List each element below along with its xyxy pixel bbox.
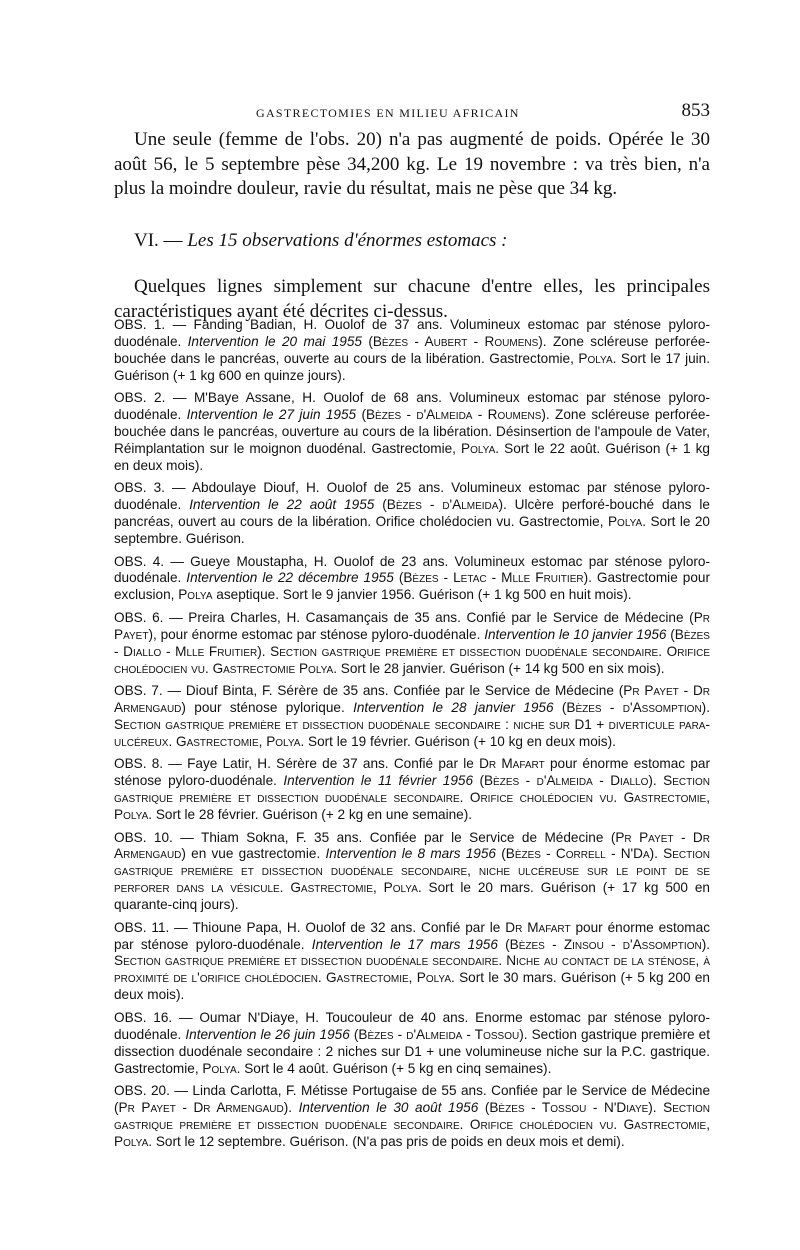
running-header (114, 100, 710, 124)
section-number: VI. — (134, 230, 183, 251)
observation-item: OBS. 20. — Linda Carlotta, F. Métisse Portugaise de 55 ans. Confiée par le Service de Médecine (Pr Payet - Dr Armengaud). Intervention le 30 août 1956 (Bèzes - Tossou - N'Diaye). Section gastrique première et dissection duodénale secondaire. Orifice cholédocien vu. Gastrectomie, Polya. Sort le 12 septembre. Guérison. (N'a pas pris de poids en deux mois et demi). (114, 1083, 710, 1149)
intro-paragraph-block (114, 128, 710, 202)
observations-list (114, 317, 710, 1156)
observation-item: OBS. 4. — Gueye Moustapha, H. Ouolof de 23 ans. Volumineux estomac par sténose pyloro-duodénale. Intervention le 22 décembre 1955 (Bèzes - Letac - Mlle Fruitier). Gastrectomie pour exclusion, Polya aseptique. Sort le 9 janvier 1956. Guérison (+ 1 kg 500 en huit mois). (114, 553, 710, 603)
observation-item: OBS. 2. — M'Baye Assane, H. Ouolof de 68 ans. Volumineux estomac par sténose pyloro-duodénale. Intervention le 27 juin 1955 (Bèzes - d'Almeida - Roumens). Zone scléreuse perforée-bouchée dans le pancréas, ouverture au cours de la libération. Désinsertion de l'ampoule de Vater, Réimplantation sur le moignon duodénal. Gastrectomie, Polya. Sort le 22 août. Guérison (+ 1 kg en deux mois). (114, 390, 711, 473)
section-heading (134, 229, 507, 253)
running-title: GASTRECTOMIES EN MILIEU AFRICAIN (256, 106, 520, 120)
observation-item: OBS. 10. — Thiam Sokna, F. 35 ans. Confiée par le Service de Médecine (Pr Payet - Dr Armengaud) en vue gastrectomie. Intervention le 8 mars 1956 (Bèzes - Correll - N'Da). Section gastrique première et dissection duodénale secondaire, niche ulcéreuse sur le point de se perforer dans la vésicule. Gastrectomie, Polya. Sort le 20 mars. Guérison (+ 17 kg 500 en quarante-cinq jours). (114, 829, 710, 913)
observation-item: OBS. 3. — Abdoulaye Diouf, H. Ouolof de 25 ans. Volumineux estomac par sténose pyloro-duodénale. Intervention le 22 août 1955 (Bèzes - d'Almeida). Ulcère perforé-bouché dans le pancréas, ouvert au cours de la libération. Orifice cholédocien vu. Gastrectomie, Polya. Sort le 20 septembre. Guérison. (114, 480, 710, 547)
observation-item: OBS. 16. — Oumar N'Diaye, H. Toucouleur de 40 ans. Enorme estomac par sténose pyloro-duodénale. Intervention le 26 juin 1956 (Bèzes - d'Almeida - Tossou). Section gastrique première et dissection duodénale secondaire : 2 niches sur D1 + une volumineuse niche sur la P.C. gastrique. Gastrectomie, Polya. Sort le 4 août. Guérison (+ 5 kg en cinq semaines). (114, 1009, 711, 1076)
section-lead: Quelques lignes simplement sur chacune d'entre elles, les principales caractéristiques ayant été décrites ci-dessus. (114, 276, 710, 322)
observation-item: OBS. 1. — Fanding Badian, H. Ouolof de 37 ans. Volumineux estomac par sténose pyloro-duodénale. Intervention le 20 mai 1955 (Bèzes - Aubert - Roumens). Zone scléreuse perforée-bouchée dans le pancréas, ouverte au cours de la libération. Gastrectomie, Polya. Sort le 17 juin. Guérison (+ 1 kg 600 en quinze jours). (114, 317, 711, 383)
section-title: Les 15 observations d'énormes estomacs : (187, 230, 508, 251)
page-number: 853 (681, 100, 710, 121)
observation-item: OBS. 8. — Faye Latir, H. Sérère de 37 ans. Confié par le Dr Mafart pour énorme estomac par sténose pyloro-duodénale. Intervention le 11 février 1956 (Bèzes - d'Almeida - Diallo). Section gastrique première et dissection duodénale secondaire. Orifice cholédocien vu. Gastrectomie, Polya. Sort le 28 février. Guérison (+ 2 kg en une semaine). (114, 756, 711, 823)
observation-item: OBS. 6. — Preira Charles, H. Casamançais de 35 ans. Confié par le Service de Médecine (Pr Payet), pour énorme estomac par sténose pyloro-duodénale. Intervention le 10 janvier 1956 (Bèzes - Diallo - Mlle Fruitier). Section gastrique première et dissection duodénale secondaire. Orifice cholédocien vu. Gastrectomie Polya. Sort le 28 janvier. Guérison (+ 14 kg 500 en six mois). (114, 609, 710, 676)
observation-item: OBS. 11. — Thioune Papa, H. Ouolof de 32 ans. Confié par le Dr Mafart pour énorme estomac par sténose pyloro-duodénale. Intervention le 17 mars 1956 (Bèzes - Zinsou - d'Assomption). Section gastrique première et dissection duodénale secondaire. Niche au contact de la sténose, à proximité de l'orifice cholédocien. Gastrectomie, Polya. Sort le 30 mars. Guérison (+ 5 kg 200 en deux mois). (114, 919, 710, 1003)
intro-paragraph: Une seule (femme de l'obs. 20) n'a pas augmenté de poids. Opérée le 30 août 56, le 5 septembre pèse 34,200 kg. Le 19 novembre : va très bien, n'a plus la moindre douleur, ravie du résultat, mais ne pèse que 34 kg. (114, 129, 710, 199)
observation-item: OBS. 7. — Diouf Binta, F. Sérère de 35 ans. Confiée par le Service de Médecine (Pr Payet - Dr Armengaud) pour sténose pylorique. Intervention le 28 janvier 1956 (Bèzes - d'Assomption). Section gastrique première et dissection duodénale secondaire : niche sur D1 + diverticule para-ulcéreux. Gastrectomie, Polya. Sort le 19 février. Guérison (+ 10 kg en deux mois). (114, 683, 710, 749)
